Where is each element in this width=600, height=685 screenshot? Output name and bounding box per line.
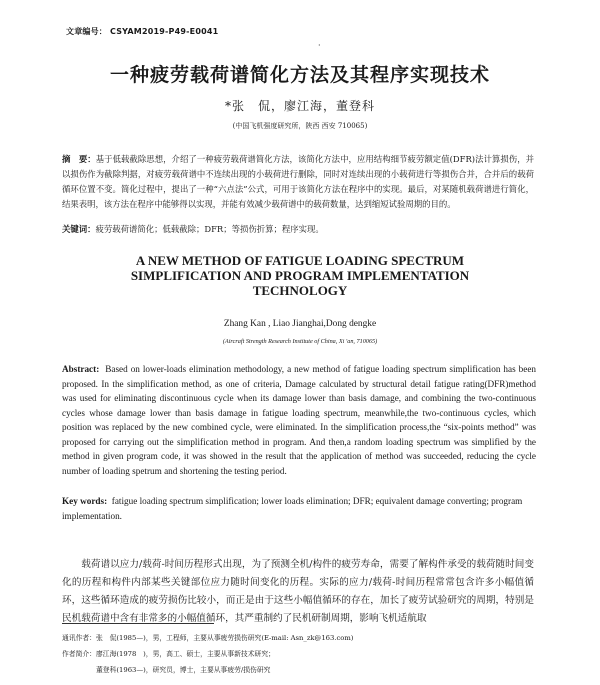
english-title-line-1: A NEW METHOD OF FATIGUE LOADING SPECTRUM: [135, 253, 465, 268]
chinese-affiliation: (中国飞机强度研究所，陕西 西安 710065): [232, 122, 368, 130]
chinese-keywords: [62, 223, 534, 235]
chinese-abstract-text: 基于低载截除思想，介绍了一种疲劳载荷谱简化方法，该简化方法中，应用结构细节疲劳额定值(DFR)法计算损伤，并以损伤作为截除判据，对疲劳载荷谱中不连续出现的小载荷进行删除，同时对连续出现的小载荷进行等损伤合并，合并后的载荷循环位置不变。简化过程中，提出了一种“六点法”公式，可用于该简化方法在程序中的实现。最后，对某随机载荷谱进行简化，结果表明，该方法在程序中能够得以实现，并能有效减少载荷谱中的载荷数量，达到缩短试验周期的目的。: [62, 154, 534, 209]
chinese-abstract-label: 摘 要：: [62, 154, 96, 164]
chinese-keywords-label: 关键词：: [62, 224, 96, 234]
chinese-keywords-text: 疲劳载荷谱简化；低载截除；DFR；等损伤折算；程序实现。: [95, 224, 324, 234]
chinese-authors: *张 侃，廖江海，董登科: [224, 99, 375, 113]
footnote-divider: [62, 623, 214, 624]
english-title: [0, 253, 600, 298]
english-affiliation: (Aircraft Strength Research Institute of China, Xi 'an, 710065): [222, 338, 378, 345]
english-title-line-2: SIMPLIFICATION AND PROGRAM IMPLEMENTATION: [130, 268, 470, 283]
english-abstract-text: Based on lower-loads elimination methodology, a new method of fatigue loading spectrum simplification has been proposed. In the simplification method, as one of criteria, Damage calculated by structural detail fatigue rating(DFR)method was used for eliminating discontinuous cycle when its damage lower than basis damage, and combining the two-continuous cycles whose damage lower than basis damage in fatigue loading spectrum, meanwhile,the two-continuous cycles, which position was replaced by the new combined cycle, were eliminated. In the simplification process,the “six-points method” was proposed for carrying out the simplification method in program. And then,a random loading spectrum was simplified by the method in given program code, it was showed in the result that the application of method was succeeded, reducing the cycle number of loading spetrum and shortening the testing period.: [62, 364, 537, 476]
chinese-abstract: [62, 152, 534, 212]
document-number: 文章编号： CSYAM2019-P49-E0041: [66, 27, 219, 36]
footnote-author-bio: 作者简介：廖江海(1978 )，男，高工、硕士，主要从事新技术研究；: [62, 650, 275, 658]
english-keywords-label: Key words:: [62, 496, 108, 506]
stray-dot: ·: [318, 41, 321, 50]
english-authors: Zhang Kan , Liao Jianghai,Dong dengke: [223, 319, 377, 329]
body-paragraph: 载荷谱以应力/载荷-时间历程形式出现，为了预测全机/构件的疲劳寿命，需要了解构件承受的载荷随时间变化的历程和构件内部某些关键部位应力随时间变化的历程。实际的应力/载荷-时间历程常常包含许多小幅值循环，这些循环造成的疲劳损伤比较小，而正是由于这些小幅值循环的存在，加长了疲劳试验研究的周期，特别是民机载荷谱中含有非常多的小幅值循环，其严重制约了民机研制周期，影响飞机适航取: [62, 559, 534, 624]
footnote-author-bio-2: 董登科(1963—)，研究员，博士，主要从事疲劳/损伤研究: [96, 666, 271, 674]
english-title-line-3: TECHNOLOGY: [252, 283, 348, 298]
english-abstract-label: Abstract:: [62, 364, 100, 374]
footnote-corresponding-author: 通讯作者：张 侃(1985—)，男，工程师，主要从事疲劳损伤研究(E-mail: Asn_zk@163.com): [62, 634, 354, 642]
english-keywords: [62, 494, 536, 523]
chinese-title: 一种疲劳载荷谱简化方法及其程序实现技术: [109, 64, 490, 86]
english-keywords-text: fatigue loading spectrum simplification; lower loads elimination; DFR; equivalent damage converting; program implementation.: [62, 496, 523, 521]
english-abstract: [62, 362, 536, 478]
